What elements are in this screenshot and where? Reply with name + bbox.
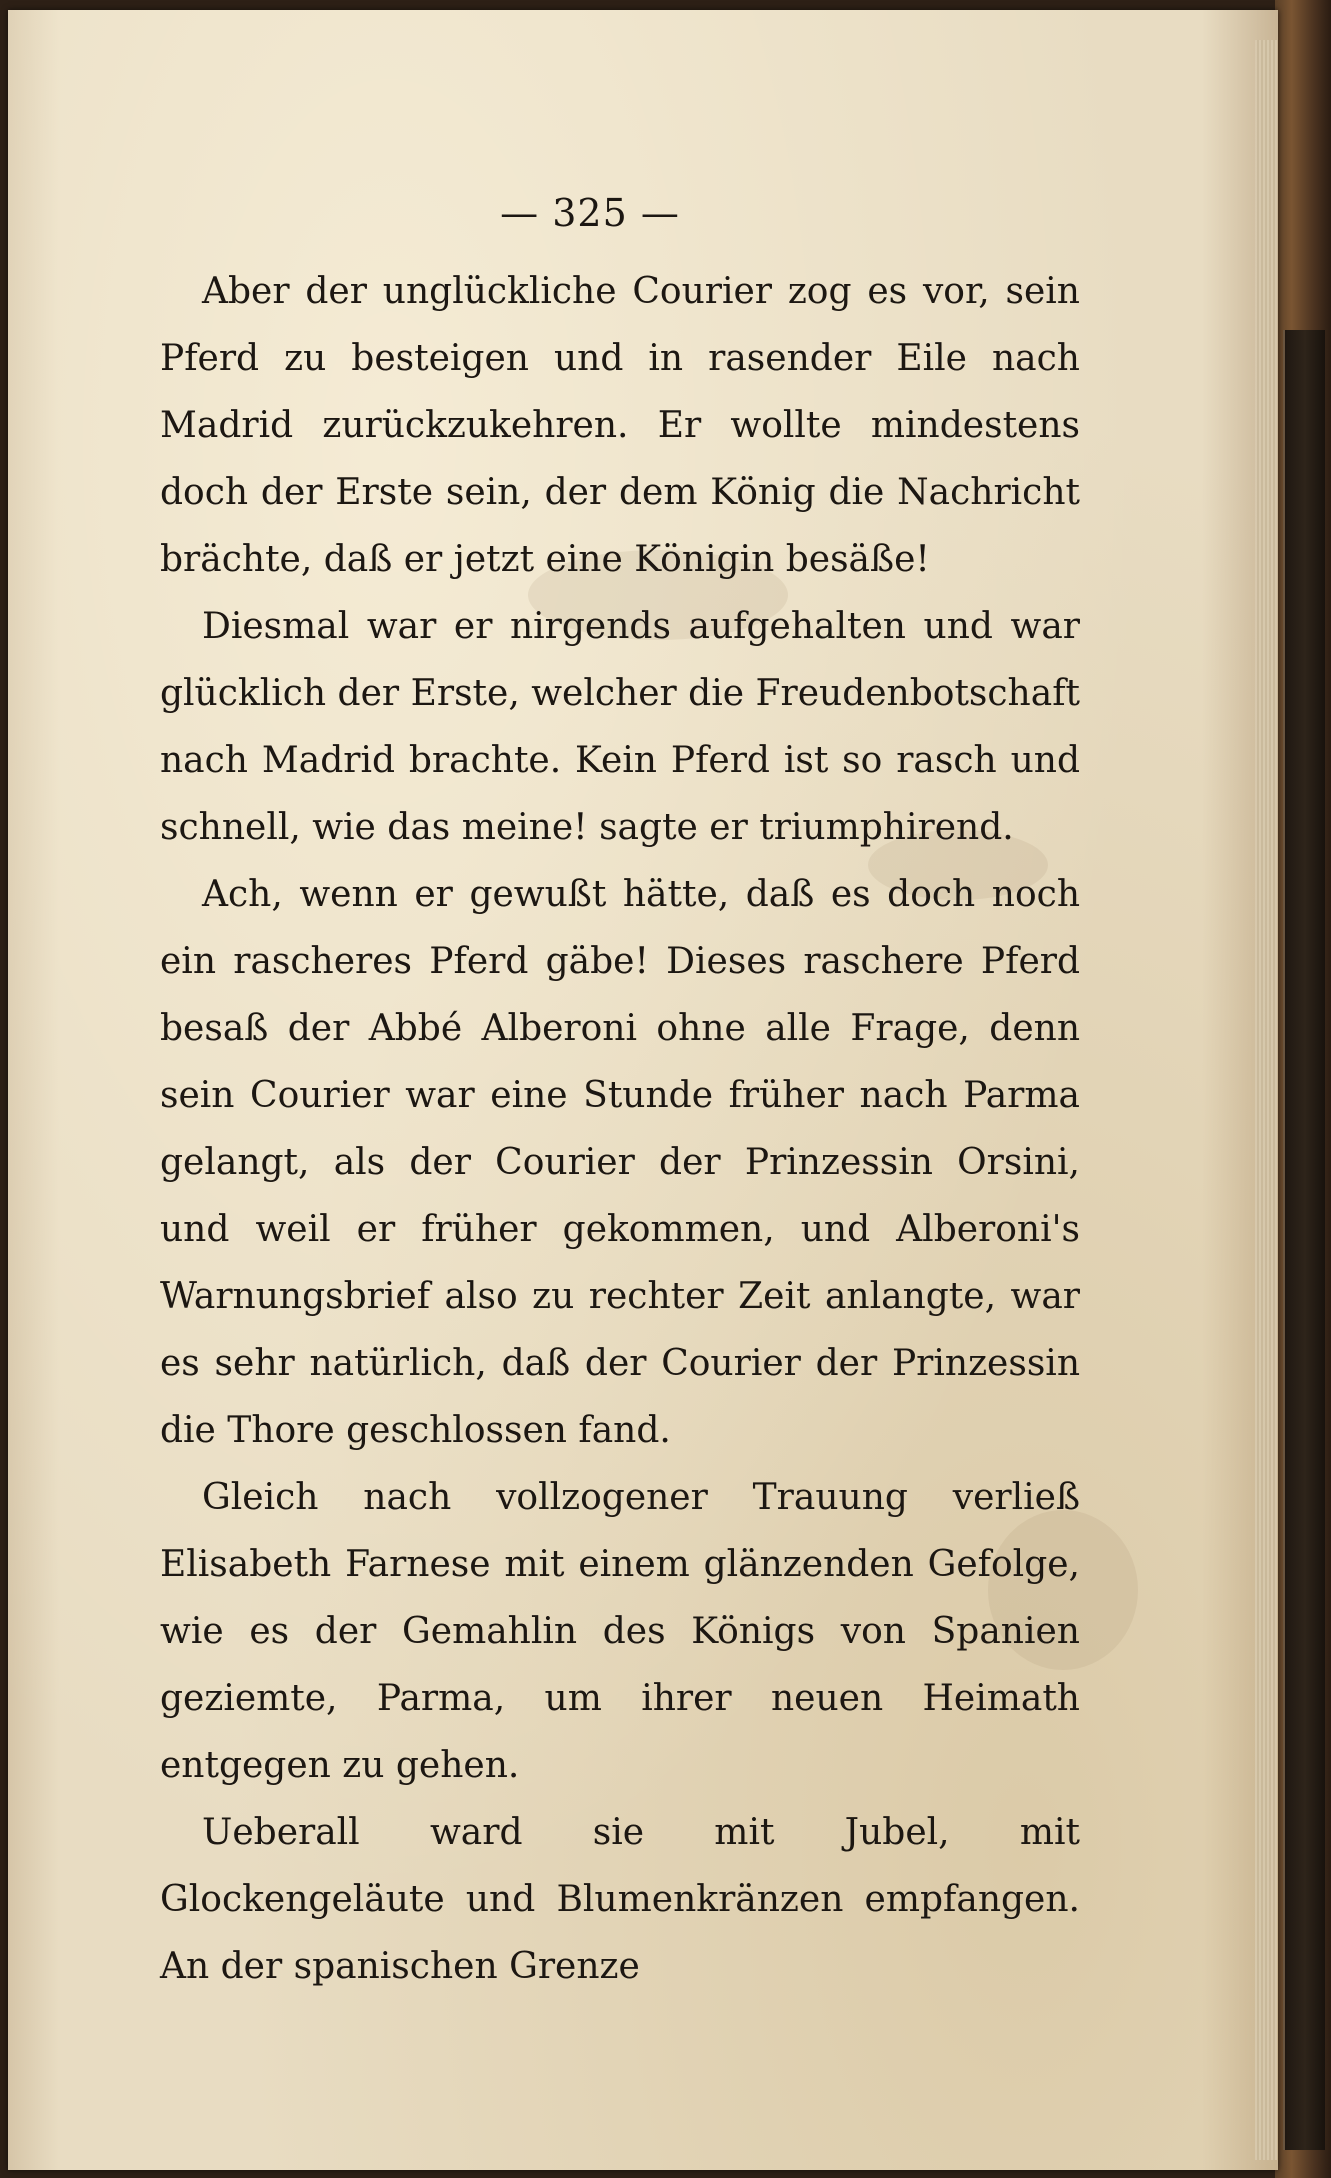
page-text [160,190,1080,2000]
paragraph: Ueberall ward sie mit Jubel, mit Glockengeläute und Blumenkränzen empfangen. An der spanischen Grenze [160,1812,1080,1987]
paragraph: Aber der unglückliche Courier zog es vor, sein Pferd zu besteigen und in rasender Eile nach Madrid zurückzukehren. Er wollte mindestens doch der Erste sein, der dem König die Nachricht brächte, daß er jetzt eine Königin besäße! [160,271,1080,580]
paragraph: Ach, wenn er gewußt hätte, daß es doch noch ein rascheres Pferd gäbe! Dieses raschere Pferd besaß der Abbé Alberoni ohne alle Frage, denn sein Courier war eine Stunde früher nach Parma gelangt, als der Courier der Prinzessin Orsini, und weil er früher gekommen, und Alberoni's Warnungsbrief also zu rechter Zeit anlangte, war es sehr natürlich, daß der Courier der Prinzessin die Thore geschlossen fand. [160,874,1080,1451]
book-cover-dark-panel [1283,330,1325,2150]
page-edge-stack [1255,40,1277,2160]
paragraph: Diesmal war er nirgends aufgehalten und war glücklich der Erste, welcher die Freudenbotschaft nach Madrid brachte. Kein Pferd ist so rasch und schnell, wie das meine! sagte er triumphirend. [160,606,1080,848]
page-number: — 325 — [500,191,680,235]
paragraph: Gleich nach vollzogener Trauung verließ Elisabeth Farnese mit einem glänzenden Gefolge, wie es der Gemahlin des Königs von Spanien geziemte, Parma, um ihrer neuen Heimath entgegen zu gehen. [160,1477,1080,1786]
